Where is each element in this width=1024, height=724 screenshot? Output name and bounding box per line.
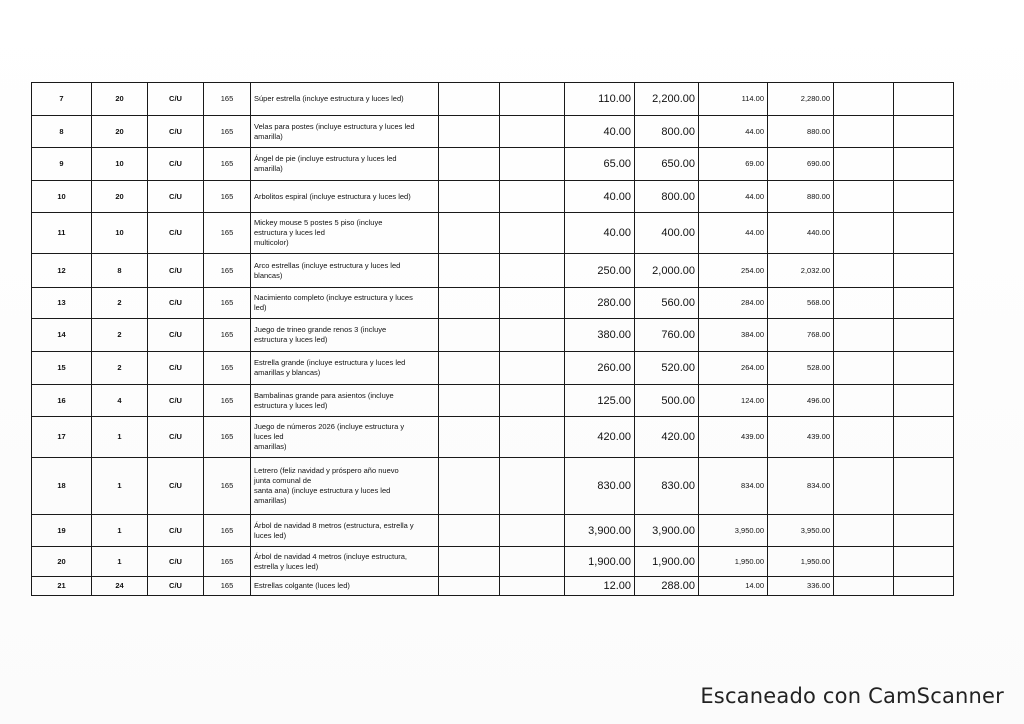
description-cell [251, 547, 439, 577]
line-total-cell: 560.00 [635, 288, 699, 319]
code-cell: 165 [204, 319, 251, 352]
empty-cell [439, 148, 500, 181]
item-number-cell: 11 [32, 213, 92, 254]
description-cell [251, 417, 439, 458]
quantity-cell: 20 [92, 83, 148, 116]
line-total-cell: 520.00 [635, 352, 699, 385]
empty-cell [500, 385, 565, 417]
alt-line-total-cell: 3,950.00 [768, 515, 834, 547]
alt-unit-price-cell: 384.00 [699, 319, 768, 352]
table-row [32, 83, 954, 116]
description-line: estructura y luces led) [254, 335, 328, 344]
description-line: amarillas) [254, 496, 287, 505]
empty-cell [834, 83, 894, 116]
code-cell: 165 [204, 254, 251, 288]
description-cell [251, 385, 439, 417]
unit-cell: C/U [148, 577, 204, 596]
description-cell [251, 148, 439, 181]
unit-price-cell: 40.00 [565, 116, 635, 148]
description-line: estrella y luces led) [254, 561, 319, 571]
description-line: multicolor) [254, 238, 289, 247]
alt-unit-price-cell: 254.00 [699, 254, 768, 288]
description-line: Velas para postes (incluye estructura y luces led [254, 121, 415, 131]
item-number-cell: 10 [32, 181, 92, 213]
description-cell [251, 352, 439, 385]
empty-cell [500, 515, 565, 547]
empty-cell [500, 213, 565, 254]
alt-line-total-cell: 1,950.00 [768, 547, 834, 577]
description-line: luces led) [254, 530, 287, 540]
table-row [32, 148, 954, 181]
empty-cell [439, 577, 500, 596]
empty-cell [500, 577, 565, 596]
code-cell: 165 [204, 83, 251, 116]
line-total-cell: 400.00 [635, 213, 699, 254]
line-total-cell: 420.00 [635, 417, 699, 458]
description-cell [251, 213, 439, 254]
table-row [32, 458, 954, 515]
description-line: led) [254, 303, 267, 312]
description-line: amarillas y blancas) [254, 368, 321, 377]
empty-cell [500, 352, 565, 385]
item-number-cell: 8 [32, 116, 92, 148]
code-cell: 165 [204, 458, 251, 515]
description-line: Arco estrellas (incluye estructura y luces led [254, 260, 401, 270]
unit-price-cell: 125.00 [565, 385, 635, 417]
empty-cell [834, 116, 894, 148]
alt-unit-price-cell: 14.00 [699, 577, 768, 596]
code-cell: 165 [204, 417, 251, 458]
code-cell: 165 [204, 577, 251, 596]
item-number-cell: 19 [32, 515, 92, 547]
description-cell [251, 319, 439, 352]
alt-unit-price-cell: 834.00 [699, 458, 768, 515]
empty-cell [500, 148, 565, 181]
empty-cell [894, 83, 954, 116]
empty-cell [834, 213, 894, 254]
description-line: junta comunal de [254, 476, 312, 485]
unit-cell: C/U [148, 213, 204, 254]
line-total-cell: 800.00 [635, 116, 699, 148]
empty-cell [500, 116, 565, 148]
code-cell: 165 [204, 352, 251, 385]
unit-price-cell: 420.00 [565, 417, 635, 458]
table-row [32, 116, 954, 148]
table-row [32, 385, 954, 417]
code-cell: 165 [204, 213, 251, 254]
empty-cell [894, 515, 954, 547]
table-row [32, 417, 954, 458]
description-line: Letrero (feliz navidad y próspero año nuevo [254, 466, 399, 475]
empty-cell [894, 352, 954, 385]
line-total-cell: 2,200.00 [635, 83, 699, 116]
alt-line-total-cell: 690.00 [768, 148, 834, 181]
empty-cell [894, 458, 954, 515]
item-number-cell: 9 [32, 148, 92, 181]
item-number-cell: 21 [32, 577, 92, 596]
description-line: Arbolitos espiral (incluye estructura y luces led) [254, 191, 411, 201]
quantity-cell: 24 [92, 577, 148, 596]
empty-cell [834, 515, 894, 547]
empty-cell [500, 288, 565, 319]
item-number-cell: 18 [32, 458, 92, 515]
description-line: Árbol de navidad 4 metros (incluye estructura, [254, 551, 407, 561]
unit-price-cell: 3,900.00 [565, 515, 635, 547]
description-line: amarilla) [254, 164, 283, 173]
empty-cell [894, 547, 954, 577]
line-total-cell: 2,000.00 [635, 254, 699, 288]
item-number-cell: 20 [32, 547, 92, 577]
description-line: amarillas) [254, 442, 287, 451]
description-line: Bambalinas grande para asientos (incluye [254, 390, 394, 400]
code-cell: 165 [204, 116, 251, 148]
empty-cell [439, 288, 500, 319]
empty-cell [439, 515, 500, 547]
description-line: Árbol de navidad 8 metros (estructura, estrella y [254, 520, 414, 530]
empty-cell [894, 288, 954, 319]
unit-price-cell: 380.00 [565, 319, 635, 352]
unit-cell: C/U [148, 181, 204, 213]
code-cell: 165 [204, 181, 251, 213]
unit-cell: C/U [148, 319, 204, 352]
empty-cell [439, 83, 500, 116]
quantity-cell: 10 [92, 148, 148, 181]
line-total-cell: 1,900.00 [635, 547, 699, 577]
alt-line-total-cell: 880.00 [768, 181, 834, 213]
empty-cell [439, 352, 500, 385]
empty-cell [439, 458, 500, 515]
alt-unit-price-cell: 114.00 [699, 83, 768, 116]
alt-unit-price-cell: 284.00 [699, 288, 768, 319]
line-total-cell: 830.00 [635, 458, 699, 515]
table-row [32, 577, 954, 596]
alt-unit-price-cell: 69.00 [699, 148, 768, 181]
empty-cell [500, 417, 565, 458]
empty-cell [439, 254, 500, 288]
empty-cell [894, 385, 954, 417]
quantity-cell: 1 [92, 458, 148, 515]
empty-cell [500, 254, 565, 288]
quantity-cell: 2 [92, 288, 148, 319]
unit-price-cell: 1,900.00 [565, 547, 635, 577]
description-line: Estrellas colgante (luces led) [254, 581, 350, 590]
unit-price-cell: 280.00 [565, 288, 635, 319]
item-number-cell: 16 [32, 385, 92, 417]
price-table [31, 82, 954, 596]
alt-unit-price-cell: 1,950.00 [699, 547, 768, 577]
description-cell [251, 83, 439, 116]
description-cell [251, 254, 439, 288]
quantity-cell: 20 [92, 116, 148, 148]
item-number-cell: 15 [32, 352, 92, 385]
quantity-cell: 1 [92, 547, 148, 577]
line-total-cell: 650.00 [635, 148, 699, 181]
unit-cell: C/U [148, 288, 204, 319]
quantity-cell: 8 [92, 254, 148, 288]
description-cell [251, 515, 439, 547]
empty-cell [894, 319, 954, 352]
table-row [32, 288, 954, 319]
alt-line-total-cell: 568.00 [768, 288, 834, 319]
table-row [32, 319, 954, 352]
empty-cell [500, 181, 565, 213]
alt-unit-price-cell: 264.00 [699, 352, 768, 385]
description-line: santa ana) (incluye estructura y luces led [254, 486, 391, 495]
alt-line-total-cell: 336.00 [768, 577, 834, 596]
unit-cell: C/U [148, 352, 204, 385]
description-line: Estrella grande (incluye estructura y luces led [254, 358, 406, 367]
unit-price-cell: 65.00 [565, 148, 635, 181]
empty-cell [439, 319, 500, 352]
description-line: estructura y luces led [254, 228, 325, 237]
empty-cell [439, 417, 500, 458]
alt-line-total-cell: 496.00 [768, 385, 834, 417]
empty-cell [834, 148, 894, 181]
description-cell [251, 181, 439, 213]
unit-cell: C/U [148, 417, 204, 458]
quantity-cell: 2 [92, 352, 148, 385]
description-cell [251, 577, 439, 596]
empty-cell [439, 116, 500, 148]
empty-cell [834, 319, 894, 352]
description-line: Juego de números 2026 (incluye estructura y [254, 422, 405, 431]
empty-cell [894, 417, 954, 458]
alt-unit-price-cell: 439.00 [699, 417, 768, 458]
description-line: Ángel de pie (incluye estructura y luces led [254, 154, 397, 163]
camscanner-watermark: Escaneado con CamScanner [700, 684, 1004, 708]
description-line: amarilla) [254, 131, 283, 141]
alt-line-total-cell: 439.00 [768, 417, 834, 458]
unit-cell: C/U [148, 547, 204, 577]
item-number-cell: 12 [32, 254, 92, 288]
table-row [32, 352, 954, 385]
empty-cell [834, 547, 894, 577]
table-body [32, 83, 954, 596]
quantity-cell: 1 [92, 417, 148, 458]
line-total-cell: 288.00 [635, 577, 699, 596]
unit-cell: C/U [148, 148, 204, 181]
unit-price-cell: 110.00 [565, 83, 635, 116]
table-row [32, 515, 954, 547]
description-cell [251, 116, 439, 148]
description-line: estructura y luces led) [254, 400, 328, 410]
table-row [32, 547, 954, 577]
empty-cell [894, 213, 954, 254]
code-cell: 165 [204, 385, 251, 417]
description-line: Juego de trineo grande renos 3 (incluye [254, 325, 387, 334]
item-number-cell: 13 [32, 288, 92, 319]
empty-cell [439, 385, 500, 417]
alt-unit-price-cell: 44.00 [699, 181, 768, 213]
empty-cell [894, 577, 954, 596]
line-total-cell: 760.00 [635, 319, 699, 352]
description-line: luces led [254, 432, 284, 441]
description-line: Mickey mouse 5 postes 5 piso (incluye [254, 218, 383, 227]
code-cell: 165 [204, 288, 251, 319]
empty-cell [834, 577, 894, 596]
empty-cell [439, 547, 500, 577]
table-row [32, 254, 954, 288]
unit-cell: C/U [148, 83, 204, 116]
quantity-cell: 1 [92, 515, 148, 547]
empty-cell [500, 319, 565, 352]
item-number-cell: 7 [32, 83, 92, 116]
line-total-cell: 800.00 [635, 181, 699, 213]
quantity-cell: 4 [92, 385, 148, 417]
unit-price-cell: 40.00 [565, 213, 635, 254]
quantity-cell: 10 [92, 213, 148, 254]
empty-cell [439, 213, 500, 254]
description-line: blancas) [254, 270, 283, 280]
quantity-cell: 20 [92, 181, 148, 213]
alt-line-total-cell: 880.00 [768, 116, 834, 148]
unit-price-cell: 12.00 [565, 577, 635, 596]
unit-price-cell: 40.00 [565, 181, 635, 213]
unit-price-cell: 250.00 [565, 254, 635, 288]
unit-cell: C/U [148, 385, 204, 417]
empty-cell [894, 148, 954, 181]
description-cell [251, 458, 439, 515]
unit-cell: C/U [148, 515, 204, 547]
empty-cell [500, 547, 565, 577]
alt-unit-price-cell: 124.00 [699, 385, 768, 417]
alt-unit-price-cell: 44.00 [699, 213, 768, 254]
code-cell: 165 [204, 515, 251, 547]
empty-cell [834, 417, 894, 458]
empty-cell [894, 181, 954, 213]
alt-line-total-cell: 2,280.00 [768, 83, 834, 116]
alt-line-total-cell: 768.00 [768, 319, 834, 352]
alt-unit-price-cell: 3,950.00 [699, 515, 768, 547]
description-cell [251, 288, 439, 319]
empty-cell [834, 352, 894, 385]
alt-line-total-cell: 2,032.00 [768, 254, 834, 288]
empty-cell [500, 458, 565, 515]
alt-unit-price-cell: 44.00 [699, 116, 768, 148]
empty-cell [834, 385, 894, 417]
empty-cell [439, 181, 500, 213]
empty-cell [834, 181, 894, 213]
unit-cell: C/U [148, 254, 204, 288]
alt-line-total-cell: 528.00 [768, 352, 834, 385]
item-number-cell: 14 [32, 319, 92, 352]
empty-cell [500, 83, 565, 116]
line-total-cell: 500.00 [635, 385, 699, 417]
unit-price-cell: 260.00 [565, 352, 635, 385]
unit-cell: C/U [148, 116, 204, 148]
code-cell: 165 [204, 148, 251, 181]
empty-cell [894, 254, 954, 288]
alt-line-total-cell: 834.00 [768, 458, 834, 515]
line-total-cell: 3,900.00 [635, 515, 699, 547]
item-number-cell: 17 [32, 417, 92, 458]
unit-price-cell: 830.00 [565, 458, 635, 515]
description-line: Nacimiento completo (incluye estructura y luces [254, 293, 413, 302]
quantity-cell: 2 [92, 319, 148, 352]
table-row [32, 181, 954, 213]
alt-line-total-cell: 440.00 [768, 213, 834, 254]
empty-cell [834, 254, 894, 288]
code-cell: 165 [204, 547, 251, 577]
empty-cell [894, 116, 954, 148]
empty-cell [834, 458, 894, 515]
unit-cell: C/U [148, 458, 204, 515]
table-row [32, 213, 954, 254]
description-line: Súper estrella (incluye estructura y luces led) [254, 94, 404, 103]
empty-cell [834, 288, 894, 319]
